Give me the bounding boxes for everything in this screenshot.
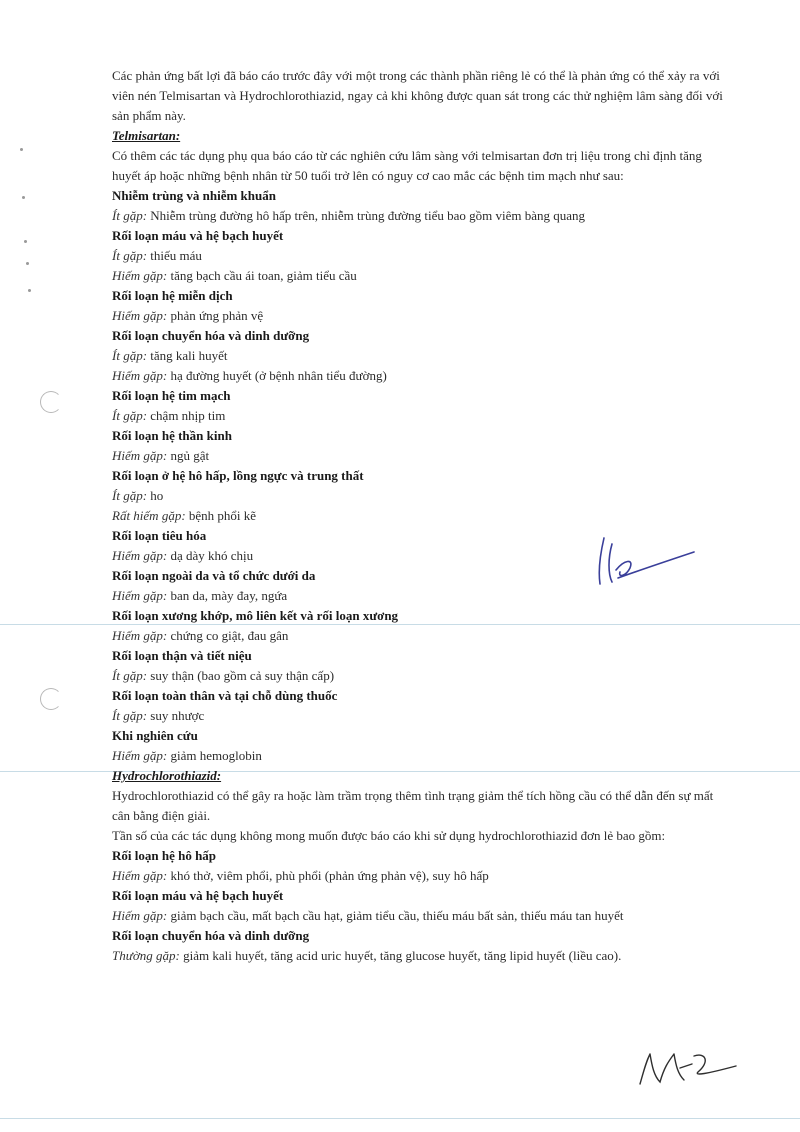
effect-entry [112, 746, 724, 766]
effect-text: ngủ gật [167, 448, 210, 463]
category-heading: Rối loạn ngoài da và tổ chức dưới da [112, 568, 316, 583]
category-heading: Rối loạn máu và hệ bạch huyết [112, 228, 284, 243]
effect-text: suy nhược [147, 708, 205, 723]
effect-text: phản ứng phản vệ [167, 308, 264, 323]
frequency-label: Hiếm gặp: [112, 908, 168, 923]
frequency-label: Hiếm gặp: [112, 308, 168, 323]
category-heading: Rối loạn toàn thân và tại chỗ dùng thuốc [112, 688, 338, 703]
effect-entry [112, 586, 724, 606]
effect-entry [112, 306, 724, 326]
effect-entry [112, 446, 724, 466]
effect-entry [112, 666, 724, 686]
category-heading: Nhiễm trùng và nhiễm khuẩn [112, 188, 276, 203]
effect-text: chứng co giật, đau gân [167, 628, 289, 643]
effect-text: khó thở, viêm phổi, phù phổi (phản ứng phản vệ), suy hô hấp [167, 868, 489, 883]
category-heading: Rối loạn chuyển hóa và dinh dưỡng [112, 328, 310, 343]
frequency-label: Hiếm gặp: [112, 868, 168, 883]
effect-text: bệnh phổi kẽ [185, 508, 257, 523]
frequency-label: Ít gặp: [112, 348, 148, 363]
section-title: Telmisartan: [112, 128, 181, 143]
effect-text: giảm hemoglobin [167, 748, 262, 763]
effect-entry [112, 906, 724, 926]
effect-text: giảm bạch cầu, mất bạch cầu hạt, giảm tiểu cầu, thiếu máu bất sản, thiếu máu tan huyết [167, 908, 624, 923]
category-heading: Rối loạn ở hệ hô hấp, lồng ngực và trung thất [112, 468, 364, 483]
intro-paragraph: Các phản ứng bất lợi đã báo cáo trước đây với một trong các thành phần riêng lẻ có thể là phản ứng có thể xảy ra với viên nén Telmisartan và Hydrochlorothiazid, ngay cả khi không được quan sát trong các thử nghiệm lâm sàng đối với sản phẩm này. [112, 68, 723, 123]
frequency-label: Ít gặp: [112, 408, 148, 423]
frequency-label: Ít gặp: [112, 208, 148, 223]
document-body [112, 66, 724, 966]
effect-entry [112, 626, 724, 646]
frequency-label: Hiếm gặp: [112, 548, 168, 563]
category-heading: Rối loạn hệ hô hấp [112, 848, 217, 863]
frequency-label: Thường gặp: [112, 948, 180, 963]
section-description: Có thêm các tác dụng phụ qua báo cáo từ các nghiên cứu lâm sàng với telmisartan đơn trị liệu trong chỉ định tăng huyết áp hoặc những bệnh nhân từ 50 tuổi trở lên có nguy cơ cao mắc các bệnh tim mạch như sau: [112, 148, 702, 183]
frequency-label: Hiếm gặp: [112, 268, 168, 283]
effect-entry [112, 346, 724, 366]
frequency-label: Hiếm gặp: [112, 628, 168, 643]
category-heading: Rối loạn hệ thần kinh [112, 428, 232, 443]
effect-text: ho [147, 488, 164, 503]
frequency-label: Ít gặp: [112, 248, 148, 263]
frequency-label: Hiếm gặp: [112, 368, 168, 383]
frequency-label: Rất hiếm gặp: [112, 508, 186, 523]
effect-text: tăng kali huyết [147, 348, 228, 363]
frequency-label: Ít gặp: [112, 708, 148, 723]
effect-text: ban da, mày đay, ngứa [167, 588, 288, 603]
effect-entry [112, 246, 724, 266]
category-heading: Rối loạn hệ tim mạch [112, 388, 231, 403]
scan-speck [22, 196, 25, 199]
category-heading: Rối loạn máu và hệ bạch huyết [112, 888, 284, 903]
scan-speck [28, 289, 31, 292]
scan-speck [26, 262, 29, 265]
effect-entry [112, 366, 724, 386]
effect-text: chậm nhịp tim [147, 408, 226, 423]
effect-entry [112, 706, 724, 726]
initials-mark [634, 1040, 744, 1095]
effect-entry [112, 406, 724, 426]
effect-entry [112, 206, 724, 226]
section-description: Hydrochlorothiazid có thể gây ra hoặc làm trầm trọng thêm tình trạng giảm thể tích hồng cầu có thể dẫn đến sự mất cân bằng điện giải. [112, 788, 714, 823]
scan-speck [24, 240, 27, 243]
scan-line [0, 1118, 800, 1119]
frequency-label: Ít gặp: [112, 668, 148, 683]
effect-text: giảm kali huyết, tăng acid uric huyết, tăng glucose huyết, tăng lipid huyết (liều cao). [179, 948, 622, 963]
category-heading: Rối loạn hệ miễn dịch [112, 288, 233, 303]
frequency-label: Ít gặp: [112, 488, 148, 503]
section-description: Tần số của các tác dụng không mong muốn được báo cáo khi sử dụng hydrochlorothiazid đơn lẻ bao gồm: [112, 828, 666, 843]
frequency-label: Hiếm gặp: [112, 748, 168, 763]
effect-text: Nhiễm trùng đường hô hấp trên, nhiễm trùng đường tiểu bao gồm viêm bàng quang [147, 208, 586, 223]
category-heading: Rối loạn xương khớp, mô liên kết và rối loạn xương [112, 608, 399, 623]
effect-entry [112, 486, 724, 506]
punch-hole [40, 391, 62, 413]
category-heading: Rối loạn tiêu hóa [112, 528, 207, 543]
section-title: Hydrochlorothiazid: [112, 768, 222, 783]
punch-hole [40, 688, 62, 710]
category-heading: Rối loạn thận và tiết niệu [112, 648, 252, 663]
frequency-label: Hiếm gặp: [112, 448, 168, 463]
scan-speck [20, 148, 23, 151]
effect-entry [112, 546, 724, 566]
frequency-label: Hiếm gặp: [112, 588, 168, 603]
effect-text: tăng bạch cầu ái toan, giảm tiểu cầu [167, 268, 357, 283]
effect-entry [112, 506, 724, 526]
effect-entry [112, 266, 724, 286]
effect-text: dạ dày khó chịu [167, 548, 254, 563]
effect-entry [112, 866, 724, 886]
category-heading: Rối loạn chuyển hóa và dinh dưỡng [112, 928, 310, 943]
effect-entry [112, 946, 724, 966]
effect-text: suy thận (bao gồm cả suy thận cấp) [147, 668, 335, 683]
effect-text: hạ đường huyết (ở bệnh nhân tiểu đường) [167, 368, 387, 383]
category-heading: Khi nghiên cứu [112, 728, 198, 743]
effect-text: thiếu máu [147, 248, 202, 263]
